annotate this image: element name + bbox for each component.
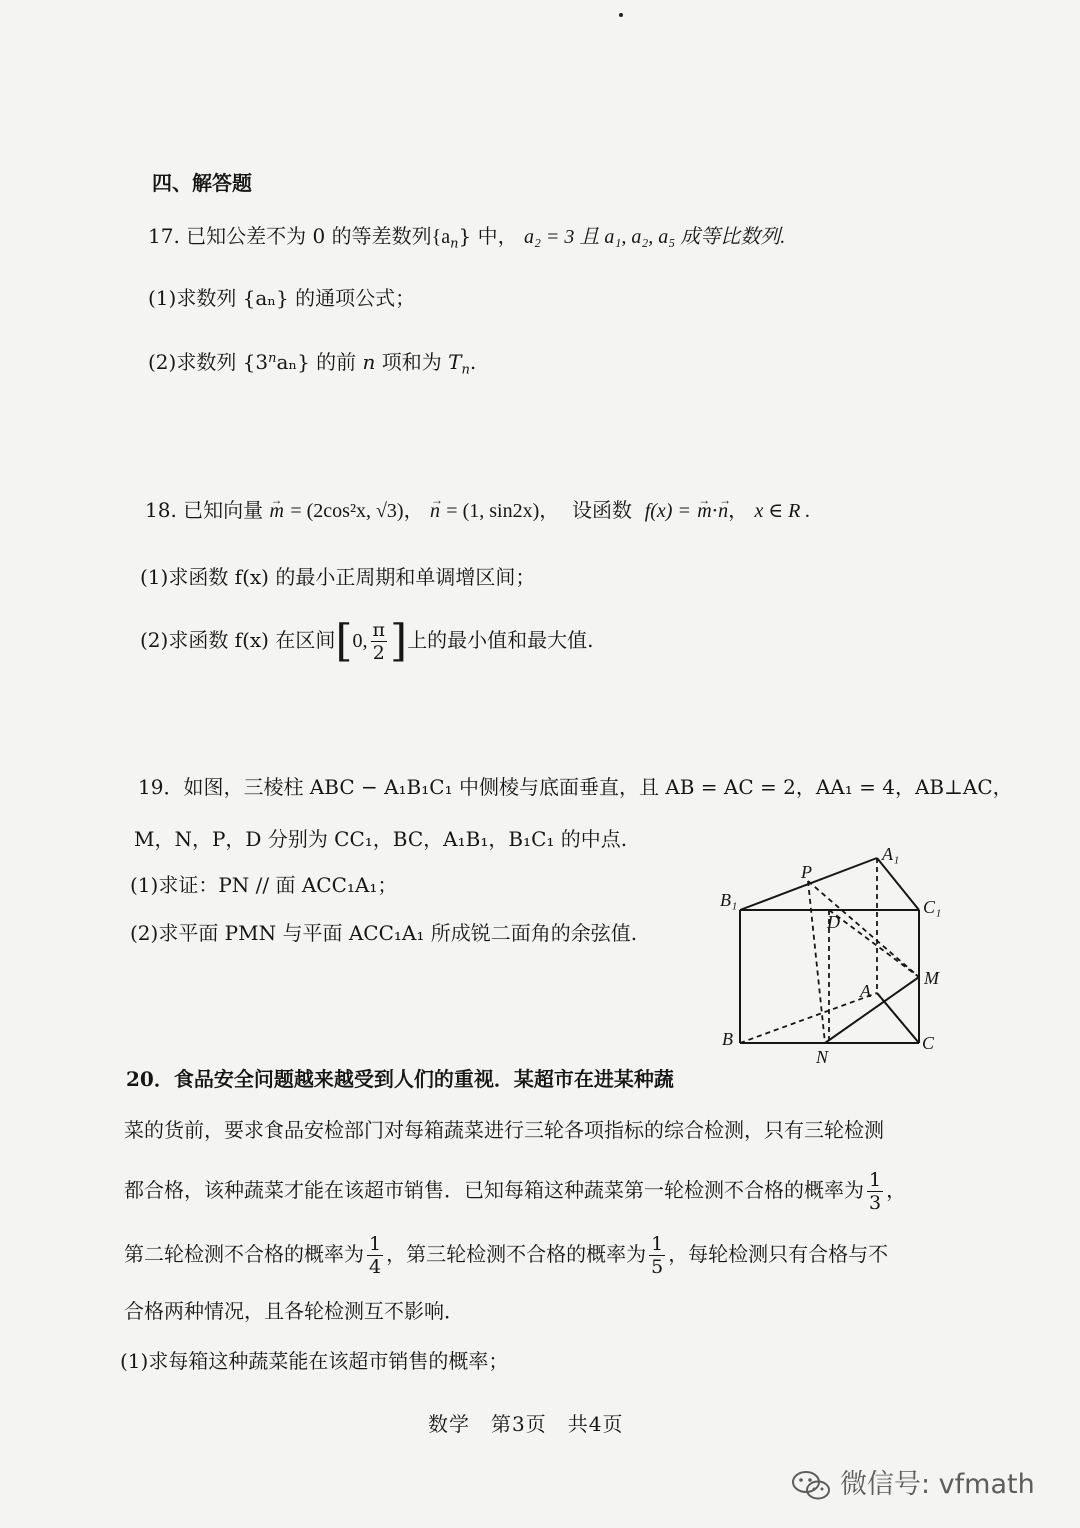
section-title: 四、解答题 bbox=[152, 171, 252, 195]
label-C: C bbox=[922, 1033, 935, 1053]
q18-part2-b: 上的最小值和最大值. bbox=[407, 628, 594, 652]
q20-line3-a: 都合格，该种蔬菜才能在该超市销售．已知每箱这种蔬菜第一轮检测不合格的概率为 bbox=[124, 1178, 864, 1202]
q19-part1: (1)求证：PN // 面 ACC₁A₁； bbox=[130, 873, 398, 897]
label-N: N bbox=[816, 1047, 829, 1067]
q18-vec-m: → m bbox=[270, 496, 284, 526]
q18-part2-a: (2)求函数 f(x) 在区间 bbox=[140, 628, 336, 652]
q19-line1: 19．如图，三棱柱 ABC − A₁B₁C₁ 中侧棱与底面垂直，且 AB = AC = 2，AA₁ = 4，AB⊥AC， bbox=[138, 775, 1013, 799]
q18-bracket-left: [ bbox=[335, 615, 353, 667]
q17-part2-end: . bbox=[469, 350, 477, 375]
scan-speck bbox=[619, 13, 623, 17]
q20-line4-a: 第二轮检测不合格的概率为 bbox=[124, 1242, 364, 1266]
q18-bracket-right: ] bbox=[390, 615, 408, 667]
q20-frac1 bbox=[867, 1169, 883, 1214]
q17-part1: (1)求数列 {aₙ} 的通项公式； bbox=[148, 286, 416, 310]
q20-line3 bbox=[124, 1162, 906, 1218]
q20-frac3-num: 1 bbox=[651, 1233, 664, 1255]
q18-interval-left: 0, bbox=[352, 630, 368, 652]
q20-line4-c: ，每轮检测只有合格与不 bbox=[668, 1242, 889, 1266]
label-D: D bbox=[827, 912, 840, 932]
label-A: A bbox=[860, 981, 871, 1001]
edge-BA-hidden bbox=[740, 993, 877, 1043]
q19-line2: M，N，P，D 分别为 CC₁，BC，A₁B₁，B₁C₁ 的中点. bbox=[134, 827, 628, 851]
q17-text-a: 已知公差不为 0 的等差数列 bbox=[186, 224, 432, 248]
prism-figure bbox=[712, 840, 957, 1072]
q18-domain: x ∈ R . bbox=[754, 500, 811, 522]
q18-vec-n: → n bbox=[430, 496, 440, 526]
q20-frac3-den: 5 bbox=[651, 1256, 664, 1278]
q17-seq-open: {a bbox=[431, 226, 451, 248]
q20-line4-b: ，第三轮检测不合格的概率为 bbox=[386, 1242, 647, 1266]
label-P: P bbox=[801, 862, 812, 882]
segment-PM bbox=[808, 881, 919, 977]
q20-line3-b: ， bbox=[886, 1178, 907, 1202]
q20-line5: 合格两种情况，且各轮检测互不影响． bbox=[124, 1299, 464, 1323]
q18-vec-m2: → m bbox=[697, 496, 711, 526]
label-M: M bbox=[924, 968, 939, 988]
q19-part2: (2)求平面 PMN 与平面 ACC₁A₁ 所成锐二面角的余弦值. bbox=[130, 921, 638, 945]
wechat-icon bbox=[790, 1468, 834, 1504]
segment-NM bbox=[825, 977, 919, 1043]
q17-part2-sup: n bbox=[268, 351, 277, 366]
q20-line2: 菜的货前，要求食品安检部门对每箱蔬菜进行三轮各项指标的综合检测，只有三轮检测 bbox=[124, 1118, 884, 1142]
q20-frac3 bbox=[649, 1233, 665, 1278]
q17-text-b: } 中， bbox=[458, 224, 518, 248]
q17-part2-a: (2)求数列 {3 bbox=[148, 350, 269, 375]
q18-part1: (1)求函数 f(x) 的最小正周期和单调增区间； bbox=[140, 565, 536, 589]
q18-frac-num: π bbox=[372, 619, 386, 641]
label-B1: B₁ bbox=[720, 890, 738, 910]
q18-n-expr: = (1, sin2x)， bbox=[446, 500, 560, 522]
q20-part1: (1)求每箱这种蔬菜能在该超市销售的概率； bbox=[120, 1349, 509, 1373]
q17-number: 17. bbox=[148, 224, 180, 248]
q18-frac-den: 2 bbox=[372, 642, 385, 664]
q18-number: 18. bbox=[145, 498, 177, 522]
watermark-text: 微信号: vfmath bbox=[840, 1469, 1035, 1500]
q20-frac1-den: 3 bbox=[869, 1192, 882, 1214]
q20-frac2-den: 4 bbox=[369, 1256, 382, 1278]
page-footer: 数学 第3页 共4页 bbox=[428, 1412, 624, 1436]
q20-line1: 20．食品安全问题越来越受到人们的重视．某超市在进某种蔬 bbox=[126, 1067, 674, 1091]
q18-part2 bbox=[140, 615, 594, 665]
q17-part2-T: T bbox=[448, 350, 462, 375]
label-A1: A₁ bbox=[882, 844, 900, 864]
segment-DM bbox=[829, 910, 919, 977]
q17-part2-b: aₙ} 的前 bbox=[276, 350, 357, 375]
q18-text-b: 设函数 bbox=[571, 498, 632, 522]
q17-part2-T-sub: n bbox=[461, 362, 470, 378]
q18-m-expr: = (2cos²x, √3) bbox=[290, 500, 404, 522]
q20-frac2 bbox=[367, 1233, 383, 1278]
q18-text-a: 已知向量 bbox=[183, 498, 264, 522]
q20-frac1-num: 1 bbox=[869, 1169, 882, 1191]
watermark bbox=[790, 1462, 1035, 1504]
label-B: B bbox=[722, 1029, 733, 1049]
edge-A1C1 bbox=[877, 858, 919, 910]
q17-part2-n: n bbox=[362, 350, 376, 375]
q17-part2 bbox=[148, 344, 476, 386]
segment-PN bbox=[808, 881, 825, 1043]
q20-line4 bbox=[124, 1226, 888, 1282]
q18-frac-pi-2 bbox=[371, 619, 388, 664]
q17-condition: a₂ = 3 且 a₁, a₂, a₅ 成等比数列. bbox=[523, 226, 786, 248]
label-C1: C₁ bbox=[923, 897, 942, 917]
q17-seq-sub: n bbox=[450, 236, 459, 252]
q17-stem bbox=[148, 221, 785, 260]
q18-f-expr: f(x) = bbox=[644, 500, 691, 522]
q17-part2-c: 项和为 bbox=[381, 350, 442, 375]
q18-stem: 18. 已知向量 → m = (2cos²x, √3)， → n = (1, sin2x)， 设函数 f(x) = → m·→ n， x ∈ R . bbox=[145, 495, 810, 526]
q20-frac2-num: 1 bbox=[369, 1233, 382, 1255]
q18-vec-n2: → n bbox=[718, 496, 728, 526]
